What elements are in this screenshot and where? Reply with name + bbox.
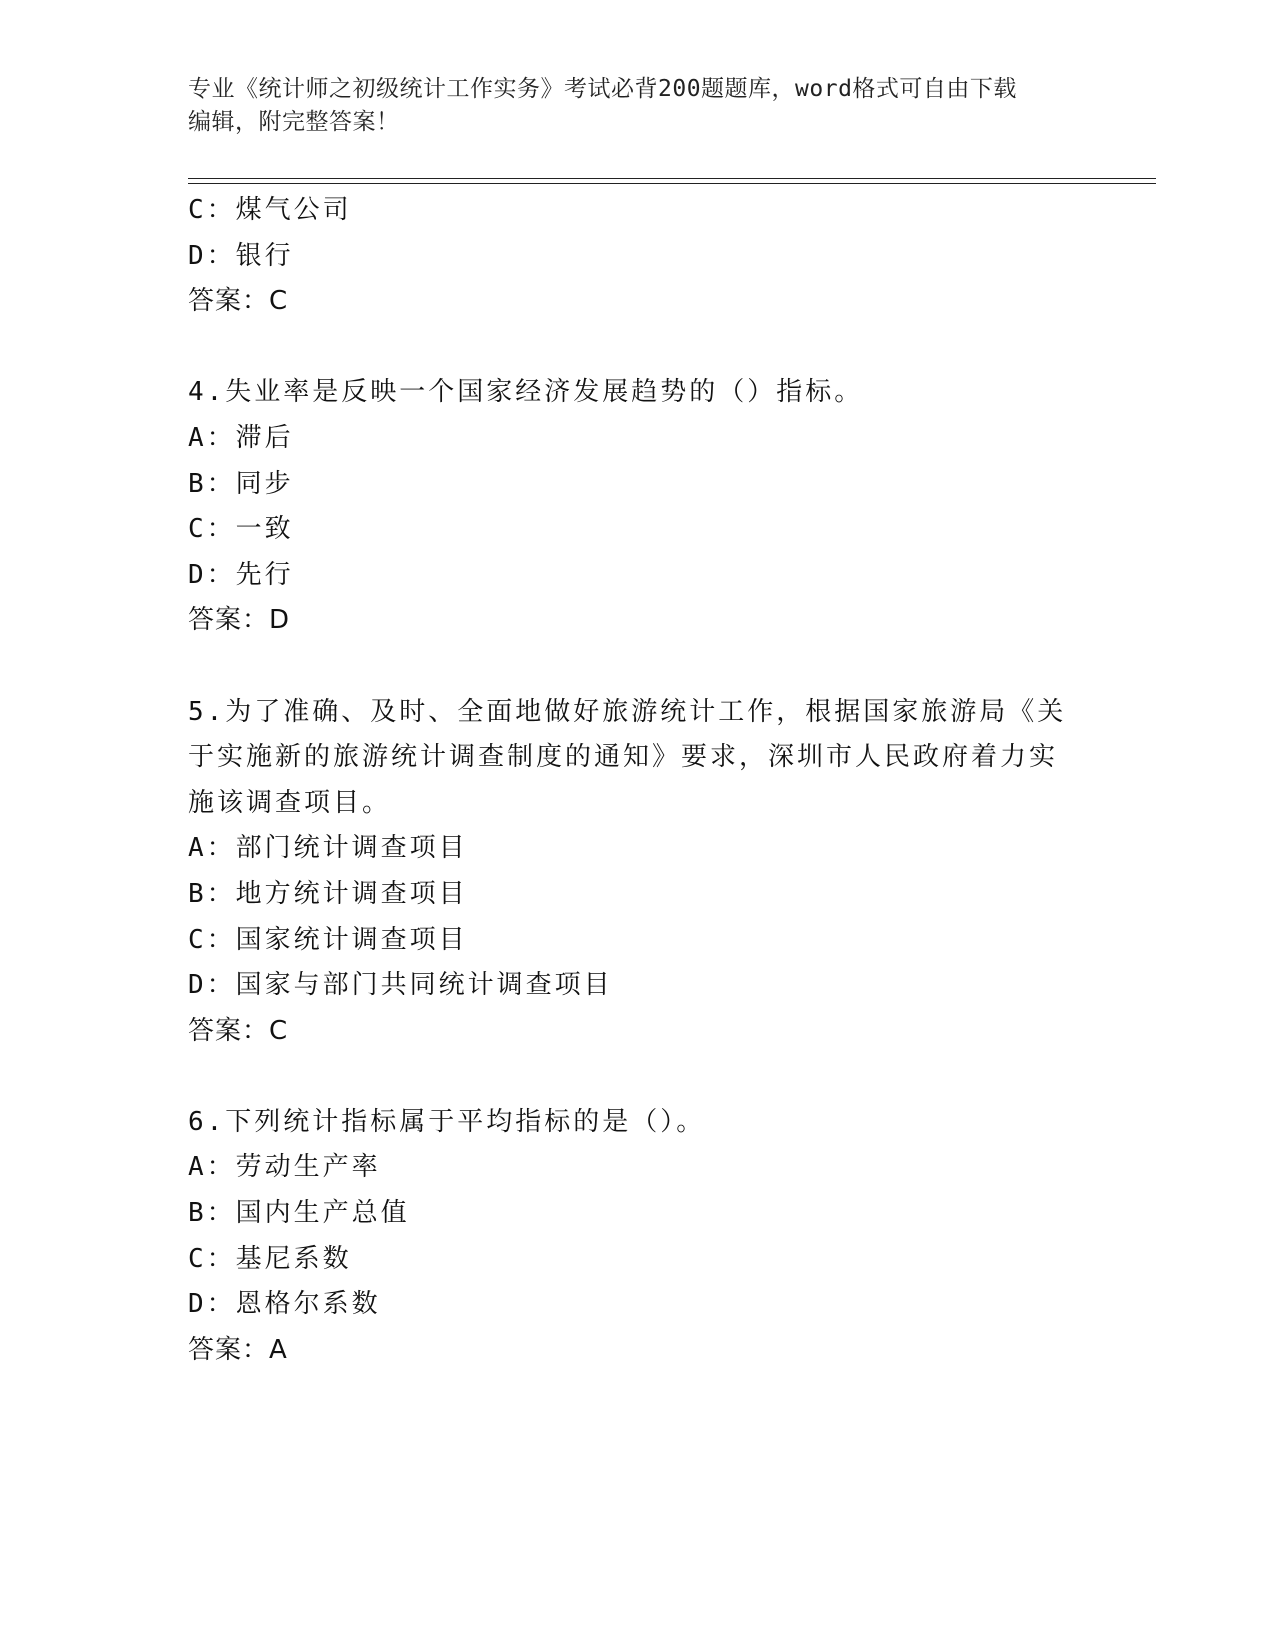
document-header — [188, 73, 1088, 139]
option-d: D：先行 — [188, 559, 294, 590]
spacer — [188, 325, 1068, 371]
question-text: 6.下列统计指标属于平均指标的是（）。 — [188, 1106, 706, 1137]
option-c: C：煤气公司 — [188, 195, 352, 225]
question-text-line-1: 5.为了准确、及时、全面地做好旅游统计工作，根据国家旅游局《关 — [188, 696, 1067, 727]
question-text-line-2: 于实施新的旅游统计调查制度的通知》要求，深圳市人民政府着力实 — [188, 742, 1059, 773]
option-d: D：银行 — [188, 240, 294, 271]
answer-line: 答案：D — [188, 605, 291, 636]
option-b: B：国内生产总值 — [188, 1198, 410, 1229]
question-3-tail — [188, 188, 1068, 325]
option-b: B：地方统计调查项目 — [188, 878, 468, 909]
option-c: C：一致 — [188, 514, 294, 545]
question-6 — [188, 1100, 1068, 1374]
spacer — [188, 644, 1068, 690]
option-c: C：国家统计调查项目 — [188, 924, 468, 955]
spacer — [188, 1054, 1068, 1100]
header-line-1: 专业《统计师之初级统计工作实务》考试必背200题题库，word格式可自由下载 — [188, 76, 1017, 102]
answer-line: 答案：C — [188, 1015, 289, 1046]
question-text-line-3: 施该调查项目。 — [188, 787, 392, 818]
option-a: A：部门统计调查项目 — [188, 833, 468, 864]
answer-line: 答案：C — [188, 286, 289, 317]
option-b: B：同步 — [188, 468, 294, 499]
option-a: A：劳动生产率 — [188, 1152, 381, 1183]
question-5 — [188, 690, 1068, 1055]
question-list — [188, 188, 1068, 1373]
header-line-2: 编辑，附完整答案！ — [188, 109, 400, 135]
option-a: A：滞后 — [188, 422, 294, 453]
header-rule-top — [188, 178, 1156, 179]
option-d: D：恩格尔系数 — [188, 1289, 381, 1320]
question-4 — [188, 370, 1068, 644]
option-c: C：基尼系数 — [188, 1243, 352, 1274]
header-rule-bottom — [188, 183, 1156, 184]
question-text: 4.失业率是反映一个国家经济发展趋势的（）指标。 — [188, 377, 864, 408]
option-d: D：国家与部门共同统计调查项目 — [188, 970, 613, 1001]
answer-line: 答案：A — [188, 1334, 288, 1365]
